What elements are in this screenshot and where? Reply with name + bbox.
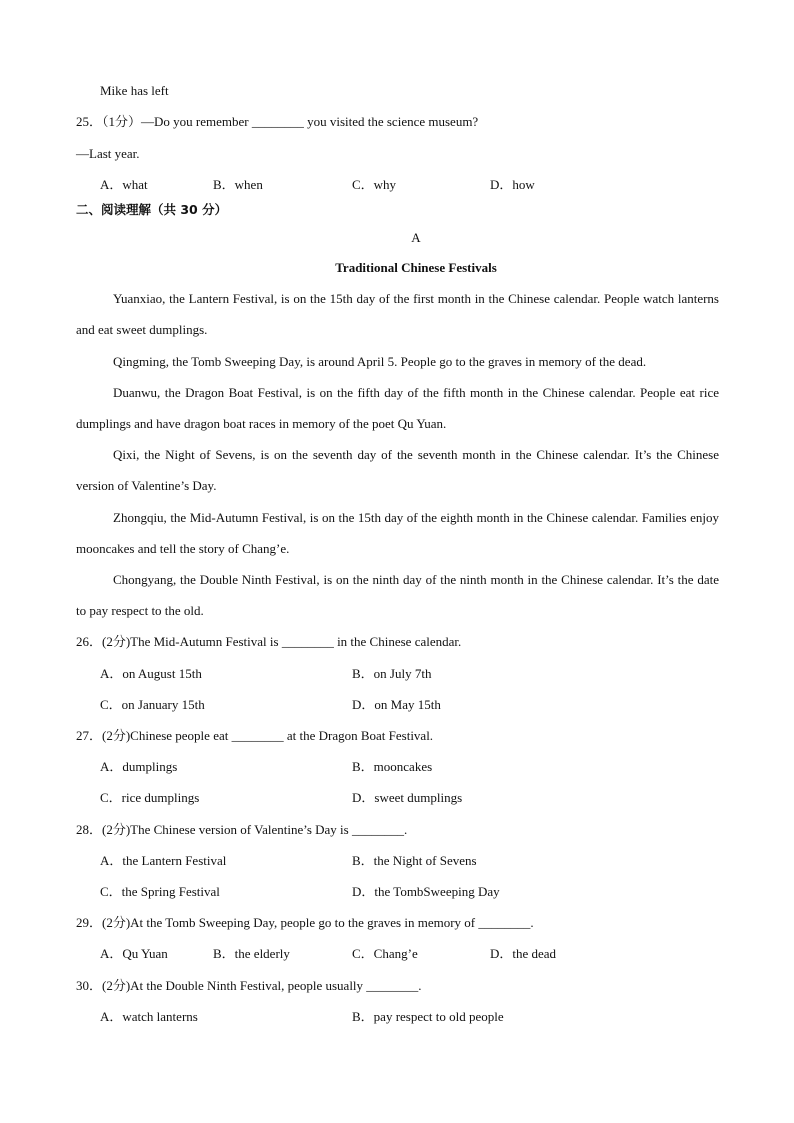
question-30-stem: 30．(2分)At the Double Ninth Festival, people usually ________. (76, 978, 422, 993)
question-29-option-d[interactable]: D．the dead (490, 946, 557, 961)
passage-label: A (411, 230, 421, 245)
question-25-option-b[interactable]: B．when (213, 177, 263, 192)
question-26-option-a[interactable]: A．on August 15th (100, 666, 202, 681)
question-27-option-b[interactable]: B．mooncakes (352, 759, 433, 774)
question-26-option-c[interactable]: C．on January 15th (100, 697, 205, 712)
question-28-option-d[interactable]: D．the TombSweeping Day (352, 884, 500, 899)
question-28-option-a[interactable]: A．the Lantern Festival (100, 853, 227, 868)
question-25-option-c[interactable]: C．why (352, 177, 397, 192)
passage-title: Traditional Chinese Festivals (335, 260, 497, 275)
question-28-option-b[interactable]: B．the Night of Sevens (352, 853, 477, 868)
passage-paragraph-yuanxiao: Yuanxiao, the Lantern Festival, is on the 15th day of the first month in the Chinese calendar. People watch lanterns and eat sweet dumplings. (76, 291, 719, 337)
question-25-stem: 25．（1分）—Do you remember ________ you visited the science museum? (76, 114, 479, 129)
question-29-stem: 29．(2分)At the Tomb Sweeping Day, people go to the graves in memory of ________. (76, 915, 534, 930)
question-25-reply: —Last year. (76, 146, 140, 161)
question-27-stem: 27．(2分)Chinese people eat ________ at the Dragon Boat Festival. (76, 728, 434, 743)
question-25-option-d[interactable]: D．how (490, 177, 535, 192)
question-26-option-d[interactable]: D．on May 15th (352, 697, 441, 712)
passage-paragraph-zhongqiu: Zhongqiu, the Mid-Autumn Festival, is on the 15th day of the eighth month in the Chinese calendar. Families enjoy mooncakes and tell the story of Chang’e. (76, 510, 719, 556)
question-26-option-b[interactable]: B．on July 7th (352, 666, 432, 681)
question-27-option-c[interactable]: C．rice dumplings (100, 790, 200, 805)
question-26-stem: 26．(2分)The Mid-Autumn Festival is ________ in the Chinese calendar. (76, 634, 462, 649)
question-29-option-a[interactable]: A．Qu Yuan (100, 946, 168, 961)
passage-paragraph-chongyang: Chongyang, the Double Ninth Festival, is on the ninth day of the ninth month in the Chinese calendar. It’s the date to pay respect to the old. (76, 572, 719, 618)
question-25-option-a[interactable]: A．what (100, 177, 148, 192)
passage-paragraph-duanwu: Duanwu, the Dragon Boat Festival, is on the fifth day of the fifth month in the Chinese calendar. People eat rice dumplings and have dragon boat races in memory of the poet Qu Yuan. (76, 385, 719, 431)
question-27-option-d[interactable]: D．sweet dumplings (352, 790, 463, 805)
question-28-option-c[interactable]: C．the Spring Festival (100, 884, 220, 899)
question-27-option-a[interactable]: A．dumplings (100, 759, 178, 774)
carry-over-option: Mike has left (100, 83, 169, 98)
passage-paragraph-qingming: Qingming, the Tomb Sweeping Day, is around April 5. People go to the graves in memory of the dead. (113, 354, 647, 369)
question-30-option-b[interactable]: B．pay respect to old people (352, 1009, 504, 1024)
section-title: 二、阅读理解（共 30 分） (76, 202, 228, 217)
question-29-option-c[interactable]: C．Chang’e (352, 946, 418, 961)
passage-paragraph-qixi: Qixi, the Night of Sevens, is on the seventh day of the seventh month in the Chinese calendar. It’s the Chinese version of Valentine’s Day. (76, 447, 719, 493)
question-28-stem: 28．(2分)The Chinese version of Valentine’s Day is ________. (76, 822, 408, 837)
question-29-option-b[interactable]: B．the elderly (213, 946, 290, 961)
question-30-option-a[interactable]: A．watch lanterns (100, 1009, 198, 1024)
